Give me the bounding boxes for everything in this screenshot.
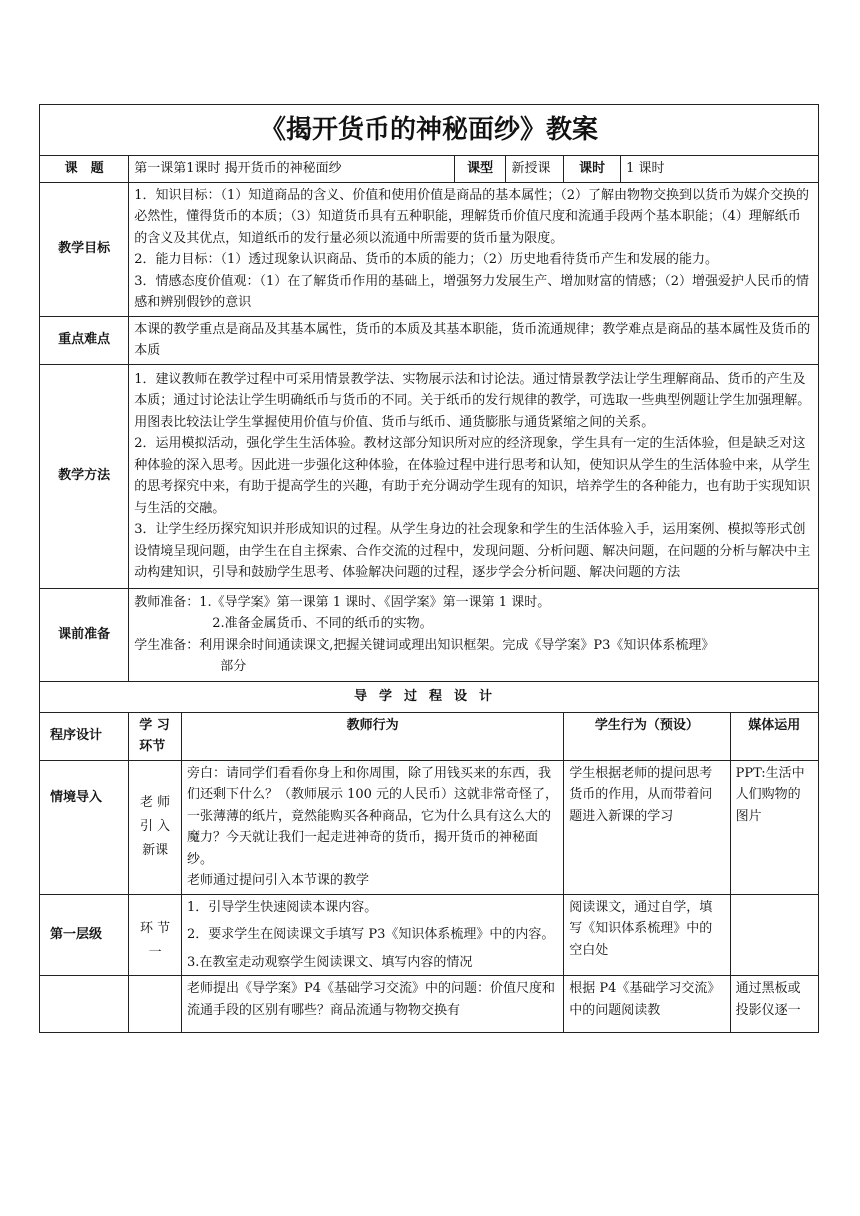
process-header-row	[40, 712, 819, 760]
row-level1b-student	[564, 976, 730, 1033]
row-level1b-program	[40, 976, 129, 1033]
process-section-title: 导学过程设计	[40, 681, 819, 712]
lesson-plan-table	[39, 104, 819, 1033]
prep-label: 课前准备	[40, 588, 129, 681]
header-teacher: 教师行为	[181, 712, 563, 760]
row-intro-teacher-2: 老师通过提问引入本节课的教学	[186, 873, 369, 888]
row-level1-teacher-3: 3.在教室走动观察学生阅读课文、填写内容的情况	[186, 954, 473, 970]
row-level1-program: 第一层级	[40, 894, 129, 976]
document-title: 《揭开货币的神秘面纱》教案	[40, 105, 819, 156]
header-stage: 学 习 环节	[129, 712, 182, 760]
objectives-label: 教学目标	[40, 182, 129, 316]
objective-emotion: 3．情感态度价值观：（1）在了解货币作用的基础上，增强努力发展生产、增加财富的情感；（2）增强爱护人民币的情感和辨别假钞的意识	[134, 273, 810, 310]
row-level1-teacher	[181, 894, 563, 976]
methods-row	[40, 364, 819, 588]
row-level1-student: 阅读课文，通过自学，填写《知识体系梳理》中的空白处	[564, 894, 730, 976]
row-level1b-media	[730, 976, 818, 1033]
row-level1b-student-text: 根据 P4《基础学习交流》中的问题阅读教	[569, 981, 721, 1018]
objectives-row	[40, 182, 819, 316]
method-3: 3．让学生经历探究知识并形成知识的过程。从学生身边的社会现象和学生的生活体验入手，运用案例、模拟等形式创设情境呈现问题，由学生在自主探索、合作交流的过程中，发现问题、分析问题、解决问题，在问题的分析与解决中主动构建知识，引导和鼓励学生思考、体验解决问题的过程，逐步学会分析问题、解决问题的方法	[134, 522, 811, 580]
process-title-row	[40, 681, 819, 712]
process-row-level1b	[40, 976, 819, 1033]
key-points-label: 重点难点	[40, 316, 129, 364]
method-2: 2．运用模拟活动，强化学生生活体验。教材这部分知识所对应的经济现象，学生具有一定的生活体验，但是缺乏对这种体验的深入思考。因此进一步强化这种体验，在体验过程中进行思考和认知，使知识从学生的生活体验中来，从学生的思考探究中来，有助于提高学生的兴趣，有助于充分调动学生现有的知识，培养学生的各种能力，也有助于实现知识与生活的交融。	[134, 436, 811, 516]
hours-label: 课时	[564, 156, 621, 183]
methods-label: 教学方法	[40, 364, 129, 588]
header-program: 程序设计	[40, 712, 129, 760]
row-intro-program: 情境导入	[40, 760, 129, 894]
lesson-label: 课 题	[40, 156, 129, 183]
header-media: 媒体运用	[730, 712, 818, 760]
lesson-plan-document	[39, 104, 819, 1033]
row-level1-stage: 环 节 一	[129, 894, 182, 976]
row-intro-media: PPT:生活中人们购物的图片	[730, 760, 818, 894]
prep-content	[129, 588, 819, 681]
row-level1b-stage	[129, 976, 182, 1033]
row-intro-stage: 老 师 引 入 新课	[129, 760, 182, 894]
type-value: 新授课	[506, 156, 564, 183]
lesson-value: 第一课第1课时 揭开货币的神秘面纱	[129, 156, 455, 183]
row-level1b-media-text: 通过黑板或投影仪逐一	[735, 981, 801, 1018]
type-label: 课型	[454, 156, 506, 183]
row-level1b-teacher	[181, 976, 563, 1033]
row-level1-teacher-1: 1．引导学生快速阅读本课内容。	[186, 899, 378, 915]
row-level1-media	[730, 894, 818, 976]
objective-knowledge: 1．知识目标：（1）知道商品的含义、价值和使用价值是商品的基本属性；（2）了解由物物交换到以货币为媒介交换的必然性，懂得货币的本质；（3）知道货币具有五种职能，理解货币价值尺度和流通手段两个基本职能；（4）理解纸币的含义及其优点，知道纸币的发行量必须以流通中所需要的货币量为限度。	[134, 187, 810, 246]
prep-student-1: 学生准备：利用课余时间通读课文,把握关键词或理出知识框架。完成《导学案》P3《知识体系梳理》	[134, 637, 715, 653]
info-row	[40, 156, 819, 183]
row-intro-student: 学生根据老师的提问思考货币的作用，从而带着问题进入新课的学习	[564, 760, 730, 894]
title-row	[40, 105, 819, 156]
key-points-row	[40, 316, 819, 364]
prep-student-2: 部分	[220, 659, 247, 674]
row-intro-teacher	[181, 760, 563, 894]
prep-teacher-2: 2.准备金属货币、不同的纸币的实物。	[212, 616, 433, 631]
key-points-content: 本课的教学重点是商品及其基本属性，货币的本质及其基本职能，货币流通规律；教学难点是商品的基本属性及货币的本质	[129, 316, 819, 364]
method-1: 1．建议教师在教学过程中可采用情景教学法、实物展示法和讨论法。通过情景教学法让学生理解商品、货币的产生及本质；通过讨论法让学生明确纸币与货币的不同。关于纸币的发行规律的教学，可选取一些典型例题让学生加强理解。用图表比较法让学生掌握使用价值与价值、货币与纸币、通货膨胀与通货紧缩之间的关系。	[134, 371, 811, 430]
row-level1-teacher-2: 2．要求学生在阅读课文手填写 P3《知识体系梳理》中的内容。	[186, 927, 555, 942]
prep-teacher-1: 教师准备：1.《导学案》第一课第 1 课时、《固学案》第一课第 1 课时。	[134, 594, 551, 610]
row-intro-teacher-1: 旁白：请同学们看看你身上和你周围，除了用钱买来的东西，我们还剩下什么？（教师展示 100 元的人民币）这就非常奇怪了，一张薄薄的纸片，竟然能购买各种商品，它为什么具有这么大的魔力？今天就让我们一起走进神奇的货币，揭开货币的神秘面纱。	[186, 765, 559, 867]
methods-content	[129, 364, 819, 588]
row-level1b-teacher-1: 老师提出《导学案》P4《基础学习交流》中的问题：价值尺度和流通手段的区别有哪些？商品流通与物物交换有	[186, 981, 555, 1018]
process-row-intro	[40, 760, 819, 894]
objectives-content	[129, 182, 819, 316]
prep-row	[40, 588, 819, 681]
header-student: 学生行为（预设）	[564, 712, 730, 760]
objective-ability: 2．能力目标：（1）透过现象认识商品、货币的本质的能力；（2）历史地看待货币产生和发展的能力。	[134, 252, 719, 267]
process-row-level1	[40, 894, 819, 976]
hours-value: 1 课时	[621, 156, 819, 183]
